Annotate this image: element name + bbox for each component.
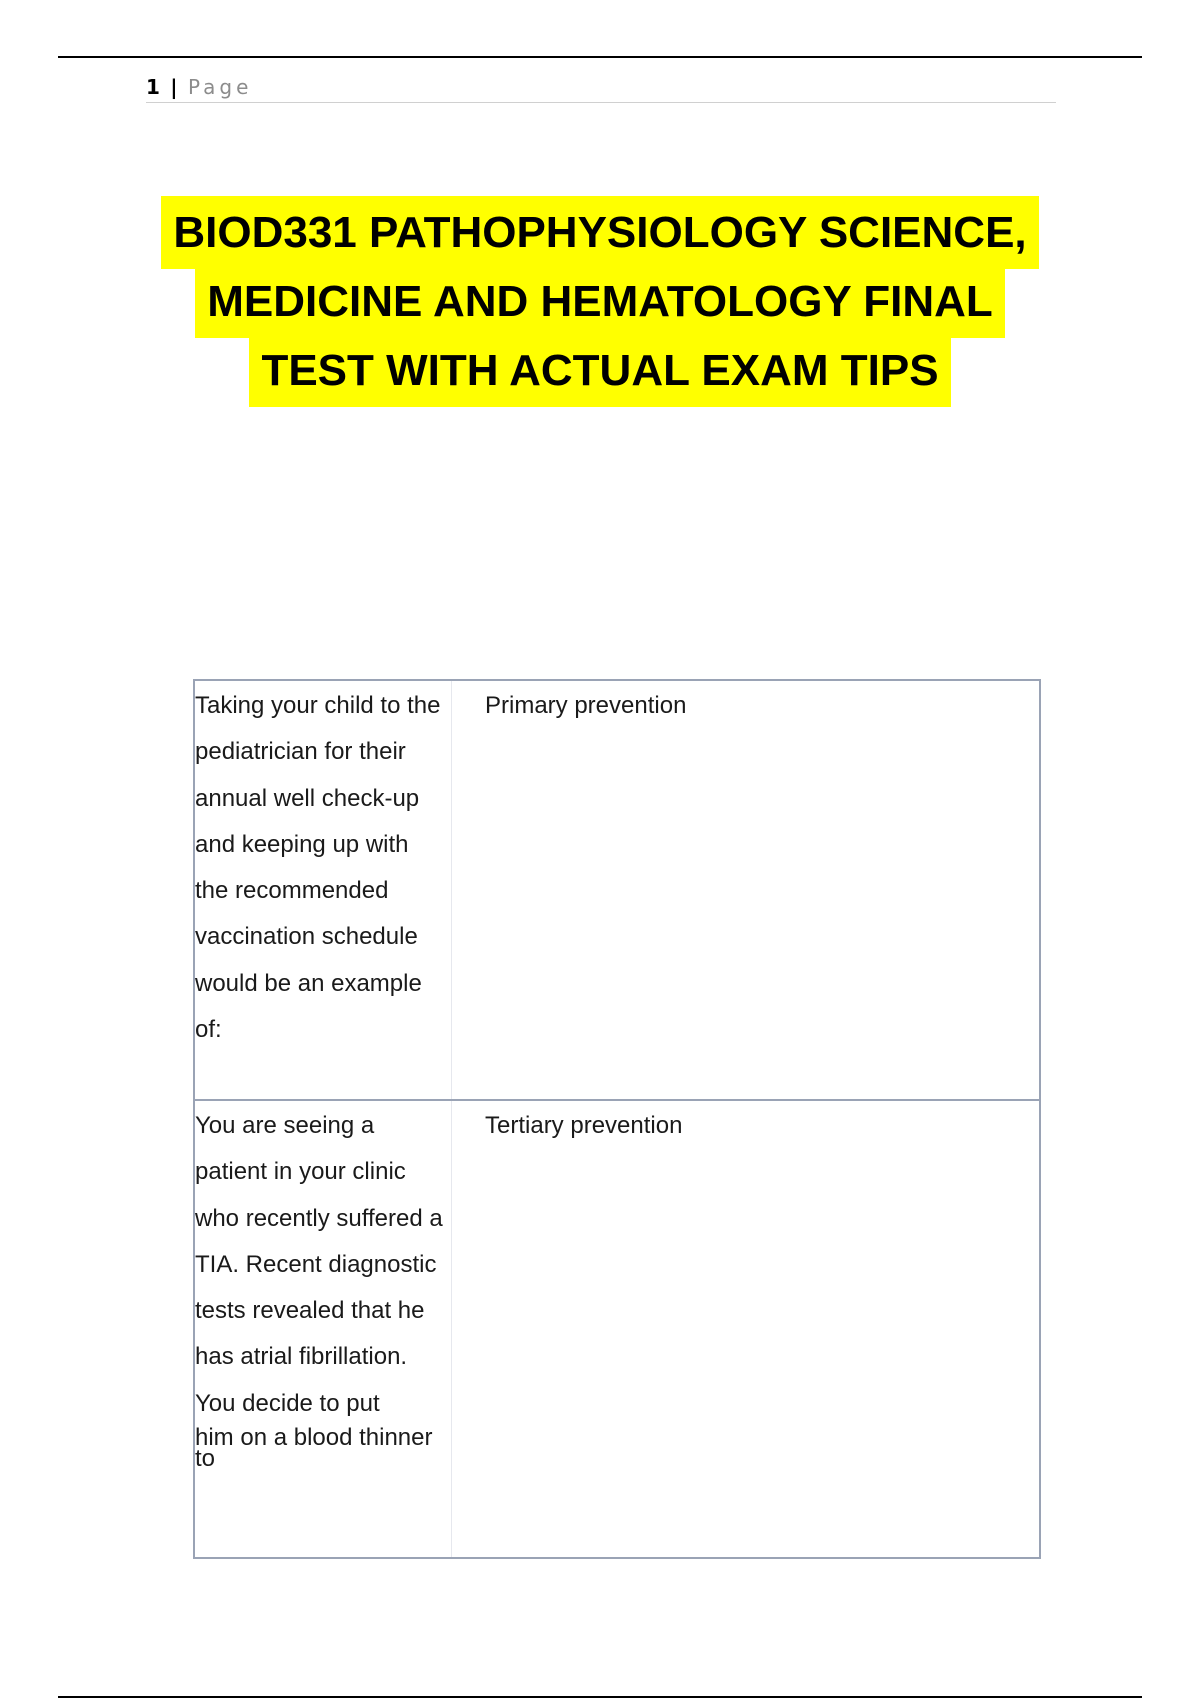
table-row <box>195 681 1039 1101</box>
title-line-1: BIOD331 PATHOPHYSIOLOGY SCIENCE, <box>161 196 1038 269</box>
title-line-2: MEDICINE AND HEMATOLOGY FINAL <box>195 265 1005 338</box>
column-divider <box>451 681 452 1099</box>
question-cell: Taking your child to the pediatrician for their annual well check-up and keeping up with the recommended vaccination schedule would be an example of: <box>195 692 441 1044</box>
table-row <box>195 1101 1039 1557</box>
question-text: You are seeing a patient in your clinic who recently suffered a TIA. Recent diagnostic tests revealed that he has atrial fibrillation. You decide to put <box>195 1112 443 1417</box>
answer-cell: Primary prevention <box>485 692 687 719</box>
column-divider <box>451 1101 452 1557</box>
page-number: 1 <box>146 75 160 99</box>
document-title <box>150 198 1050 405</box>
page-separator: | <box>170 75 178 99</box>
page-label: Page <box>187 75 253 99</box>
title-line-3: TEST WITH ACTUAL EXAM TIPS <box>249 334 950 407</box>
top-rule <box>58 56 1142 58</box>
question-text-truncated: him on a blood thinner to <box>195 1424 433 1473</box>
question-cell <box>195 1103 445 1473</box>
flashcard-table <box>193 679 1041 1559</box>
bottom-rule <box>58 1696 1142 1698</box>
page-header <box>146 72 1056 103</box>
answer-cell: Tertiary prevention <box>485 1112 683 1139</box>
